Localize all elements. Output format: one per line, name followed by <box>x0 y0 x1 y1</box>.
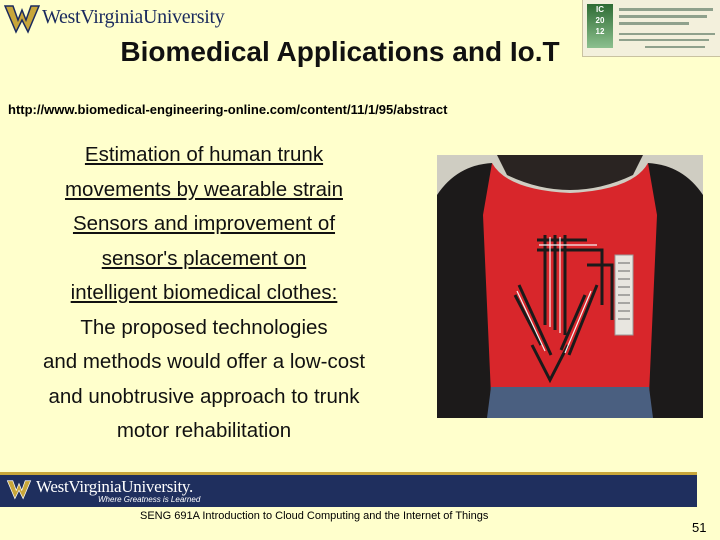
abstract-title-line[interactable]: movements by wearable strain <box>64 177 343 201</box>
course-title: SENG 691A Introduction to Cloud Computing and the Internet of Things <box>140 510 489 522</box>
description-line: and methods would offer a low-cost <box>42 350 366 373</box>
conference-logo-icon: IC 20 12 <box>587 4 613 48</box>
description-line: and unobtrusive approach to trunk <box>48 384 360 408</box>
university-name: WestVirginiaUniversity <box>42 6 225 28</box>
wvu-logo <box>4 2 225 36</box>
abstract-title-line[interactable]: Estimation of human trunk <box>84 143 324 166</box>
abstract-title-line[interactable]: sensor's placement on <box>101 246 307 270</box>
slide-body-text <box>14 138 394 449</box>
flying-wv-icon <box>4 2 40 34</box>
flying-wv-icon <box>4 478 34 500</box>
description-line: The proposed technologies <box>80 315 328 339</box>
slide-title: Biomedical Applications and Io.T <box>120 36 560 67</box>
abstract-title-line[interactable]: intelligent biomedical clothes: <box>70 281 338 304</box>
sensor-garment-photo <box>437 155 703 418</box>
page-number: 51 <box>692 520 707 535</box>
source-url[interactable]: http://www.biomedical-engineering-online.com/content/11/1/95/abstract <box>8 102 448 117</box>
description-line: motor rehabilitation <box>116 419 292 442</box>
footer-wvu-logo <box>2 476 201 504</box>
footer-university-name: WestVirginiaUniversity. <box>36 477 193 496</box>
footer-tagline: Where Greatness is Learned <box>98 495 201 504</box>
abstract-title-line[interactable]: Sensors and improvement of <box>72 212 336 235</box>
